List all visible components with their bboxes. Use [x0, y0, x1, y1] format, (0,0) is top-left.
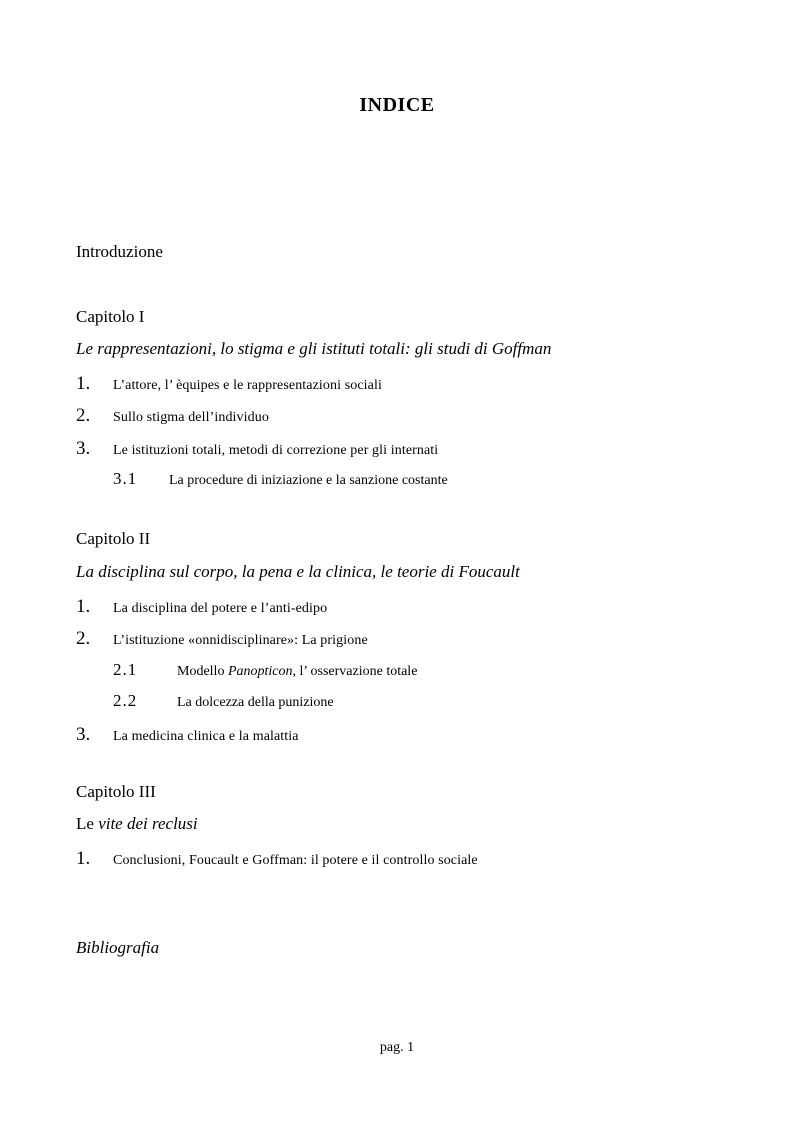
toc-introduction: Introduzione: [76, 242, 163, 261]
toc-item-text: L’istituzione «onnidisciplinare»: La prigione: [113, 633, 368, 648]
toc-item: [76, 438, 438, 460]
toc-subitem-text-part: , l’ osservazione totale: [292, 664, 418, 679]
toc-subitem-text-italic: Panopticon: [227, 664, 293, 679]
toc-item: [76, 848, 478, 870]
page-number: pag. 1: [379, 1040, 415, 1055]
toc-bibliography: Bibliografia: [76, 938, 160, 957]
chapter-3-subtitle-plain: Le: [76, 814, 99, 833]
toc-item-text: La disciplina del potere e l’anti-edipo: [113, 601, 328, 616]
chapter-2-label: Capitolo II: [76, 529, 151, 548]
toc-subitem-text: [177, 664, 417, 680]
toc-subitem: [113, 691, 334, 711]
chapter-3-subtitle: [76, 814, 198, 834]
toc-subitem: [113, 660, 417, 680]
toc-subitem-text: La procedure di iniziazione e la sanzione costante: [169, 473, 448, 488]
toc-item-number: 2.: [76, 628, 91, 649]
toc-item-text: La medicina clinica e la malattia: [113, 729, 299, 744]
toc-item-number: 3.: [76, 438, 91, 459]
chapter-1-subtitle: Le rappresentazioni, lo stigma e gli istituti totali: gli studi di Goffman: [76, 339, 552, 358]
toc-item-number: 3.: [76, 724, 91, 745]
toc-item-text: L’attore, l’ èquipes e le rappresentazioni sociali: [113, 378, 382, 393]
toc-item-text: Le istituzioni totali, metodi di correzione per gli internati: [113, 443, 439, 458]
toc-subitem-number: 2.2: [113, 691, 138, 710]
toc-subitem-number: 2.1: [113, 660, 138, 679]
toc-item: [76, 405, 269, 427]
toc-item-number: 1.: [76, 848, 91, 869]
toc-subitem: [113, 469, 448, 489]
toc-subitem-text-part: Modello: [177, 664, 228, 679]
toc-item: [76, 724, 299, 746]
chapter-1-label: Capitolo I: [76, 307, 145, 326]
toc-item-text: Conclusioni, Foucault e Goffman: il potere e il controllo sociale: [113, 853, 478, 868]
toc-item-text: Sullo stigma dell’individuo: [113, 410, 269, 425]
toc-item: [76, 628, 368, 650]
toc-item: [76, 596, 327, 618]
page-title: INDICE: [359, 94, 435, 116]
chapter-3-subtitle-italic: vite dei reclusi: [98, 814, 198, 833]
toc-subitem-text: La dolcezza della punizione: [177, 695, 334, 710]
toc-item-number: 2.: [76, 405, 91, 426]
toc-item: [76, 373, 382, 395]
toc-item-number: 1.: [76, 596, 91, 617]
chapter-3-label: Capitolo III: [76, 782, 156, 801]
toc-subitem-number: 3.1: [113, 469, 138, 488]
toc-item-number: 1.: [76, 373, 91, 394]
chapter-2-subtitle: La disciplina sul corpo, la pena e la clinica, le teorie di Foucault: [76, 562, 520, 581]
